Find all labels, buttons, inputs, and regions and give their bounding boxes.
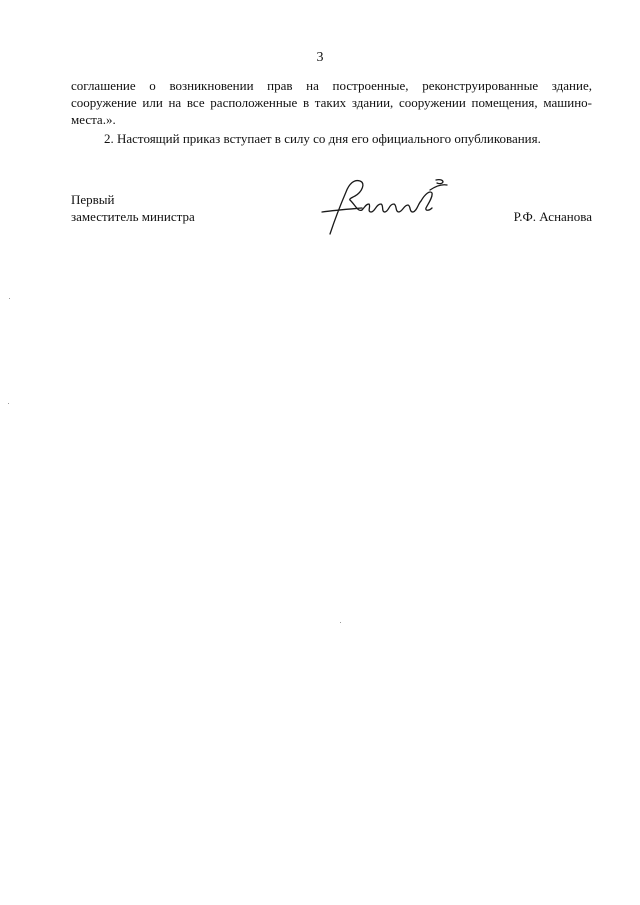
- scan-speck: [340, 622, 341, 623]
- signer-title: [71, 191, 195, 225]
- signer-title-line-2: заместитель министра: [71, 209, 195, 224]
- scan-speck: [9, 298, 10, 299]
- handwritten-signature: [318, 176, 456, 238]
- scan-speck: [8, 403, 9, 404]
- signer-name: Р.Ф. Аснанова: [513, 209, 592, 224]
- page-number: 3: [316, 50, 324, 65]
- paragraph-continuation-line-1: соглашение о возникновении прав на построенные, реконструированные здание,: [71, 78, 592, 93]
- paragraph-continuation-line-3: места.».: [71, 112, 116, 127]
- paragraph-continuation-line-2: сооружение или на все расположенные в таких здании, сооружении помещения, машино-: [71, 95, 592, 110]
- document-body: [71, 77, 592, 147]
- signer-title-line-1: Первый: [71, 192, 115, 207]
- paragraph-2-effective-date: 2. Настоящий приказ вступает в силу со дня его официального опубликования.: [104, 131, 541, 146]
